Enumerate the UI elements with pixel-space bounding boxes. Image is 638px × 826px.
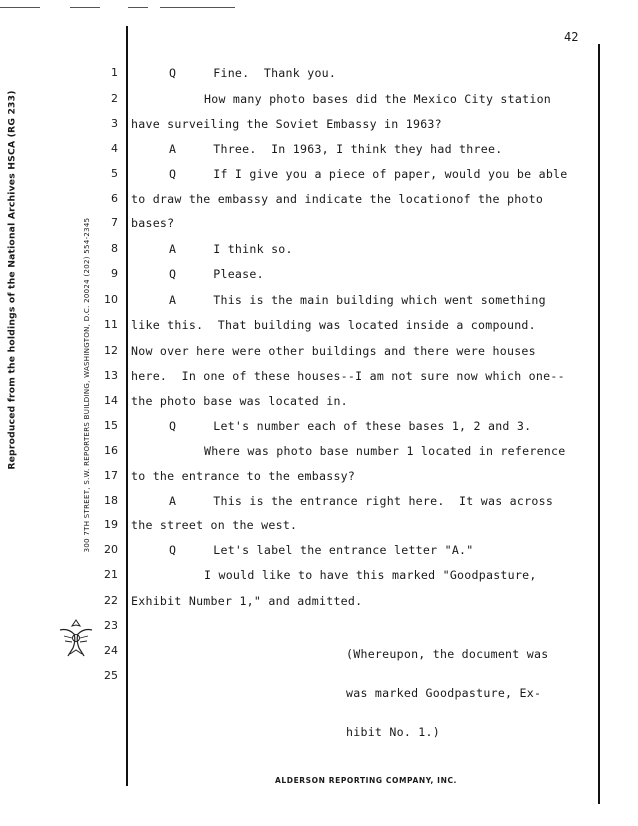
line-number: 24 [104,644,118,657]
line-number: 2 [111,92,118,105]
line-number: 22 [104,594,118,607]
line-number: 21 [104,568,118,581]
line-number: 13 [104,369,118,382]
transcript-line: I would like to have this marked "Goodpasture, [204,568,537,582]
transcript-line: have surveiling the Soviet Embassy in 1963? [131,117,442,131]
transcript-line: Q Please. [169,267,264,281]
transcript-line: the photo base was located in. [131,394,348,408]
line-number: 4 [111,142,118,155]
eagle-seal-icon [56,616,96,660]
line-number: 12 [104,344,118,357]
page-number: 42 [564,30,579,44]
scan-artifact-rule [0,7,40,8]
transcript-line: Q Fine. Thank you. [169,66,337,80]
line-number: 23 [104,619,118,632]
line-number: 8 [111,242,118,255]
archive-note: Reproduced from the holdings of the National Archives HSCA (RG 233) [6,90,18,470]
scan-artifact-rule [70,7,100,8]
line-number: 15 [104,419,118,432]
reporting-company-footer: ALDERSON REPORTING COMPANY, INC. [274,776,458,785]
transcript-line: Now over here were other buildings and there were houses [131,344,536,358]
right-margin-line [598,44,600,804]
transcript-line: A This is the entrance right here. It was across [169,494,554,508]
transcript-line: How many photo bases did the Mexico City station [204,92,552,106]
line-number: 14 [104,394,118,407]
transcript-line: to the entrance to the embassy? [131,469,356,483]
reporter-address: 300 7TH STREET, S.W. REPORTERS BUILDING, WASHINGTON, D.C. 20024 (202) 554-2345 [83,217,91,553]
line-number: 3 [111,117,118,130]
line-number: 1 [111,66,118,79]
parenthetical-note: (Whereupon, the document was was marked Goodpasture, Ex- hibit No. 1.) [346,647,549,739]
transcript-line: Q Let's number each of these bases 1, 2 and 3. [169,419,532,433]
transcript-line: bases? [131,216,175,230]
transcript-line: to draw the embassy and indicate the locationof the photo [131,192,544,206]
line-number: 18 [104,494,118,507]
transcript-line: Q Let's label the entrance letter "A." [169,543,474,557]
transcript-line: Q If I give you a piece of paper, would you be able [169,167,568,181]
transcript-line: A This is the main building which went something [169,293,546,307]
transcript-line: the street on the west. [131,518,298,532]
transcript-line: A Three. In 1963, I think they had three. [169,142,503,156]
line-number: 10 [104,293,118,306]
scan-artifact-rule [160,7,235,8]
transcript-line: like this. That building was located inside a compound. [131,318,536,332]
transcript-line: here. In one of these houses--I am not sure now which one-- [131,369,565,383]
transcript-line: Where was photo base number 1 located in reference [204,444,566,458]
line-number: 20 [104,543,118,556]
line-number: 6 [111,192,118,205]
line-number: 16 [104,444,118,457]
line-number: 7 [111,216,118,229]
left-margin-line [126,26,128,786]
transcript-line: Exhibit Number 1," and admitted. [131,594,363,608]
scan-artifact-rule [128,7,148,8]
line-number: 25 [104,669,118,682]
transcript-line: A I think so. [169,242,293,256]
line-number: 17 [104,469,118,482]
line-number: 11 [104,318,118,331]
line-number: 19 [104,518,118,531]
line-number: 5 [111,167,118,180]
line-number: 9 [111,267,118,280]
